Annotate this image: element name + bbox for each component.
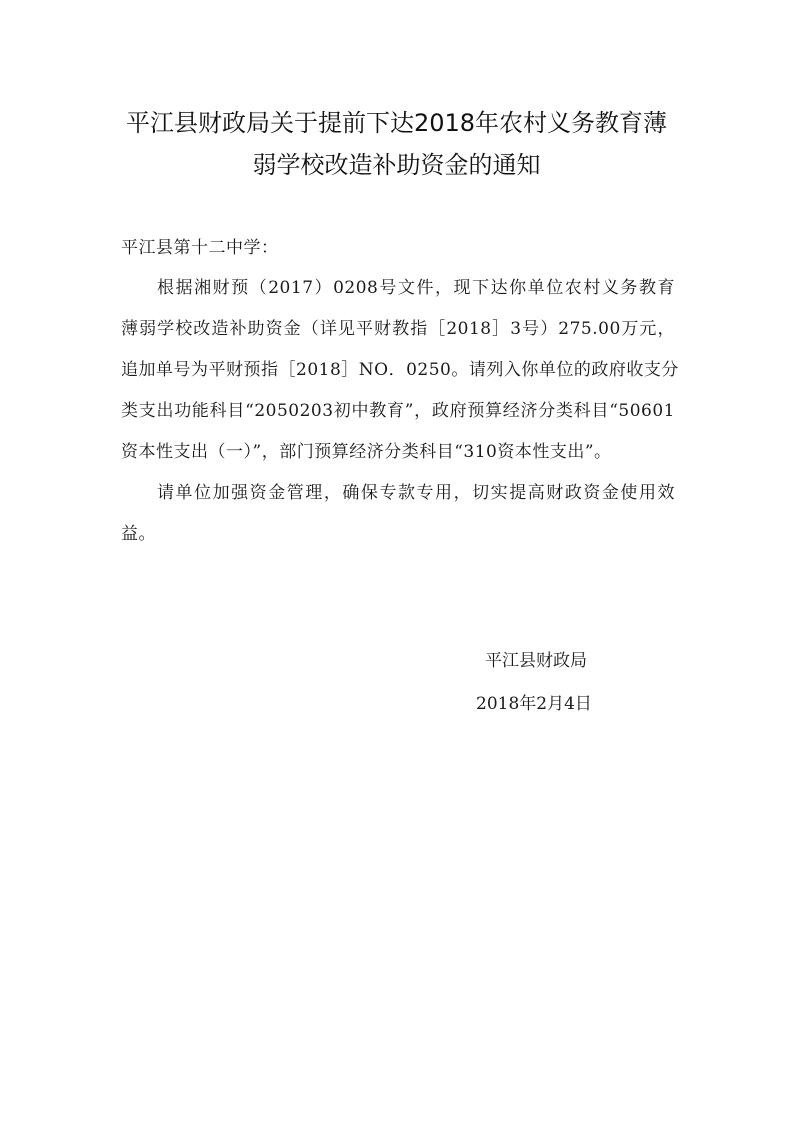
recipient-line: 平江县第十二中学： [121, 238, 279, 258]
paragraph-1-line-4: 类支出功能科目“2050203初中教育”，政府预算经济分类科目“50601 [121, 401, 675, 421]
paragraph-1-line-1: 根据湘财预（2017）0208号文件，现下达你单位农村义务教育 [157, 278, 675, 298]
paragraph-1-line-2: 薄弱学校改造补助资金（详见平财教指［2018］3号）275.00万元， [121, 319, 675, 339]
signature-date: 2018年2月4日 [476, 694, 592, 714]
paragraph-1-line-3: 追加单号为平财预指［2018］NO．0250。请列入你单位的政府收支分 [121, 360, 679, 380]
signature-organization: 平江县财政局 [485, 651, 587, 671]
document-title-line-2: 弱学校改造补助资金的通知 [252, 151, 541, 179]
paragraph-2-line-2: 益。 [121, 524, 156, 544]
paragraph-2-line-1: 请单位加强资金管理，确保专款专用，切实提高财政资金使用效 [157, 483, 675, 503]
paragraph-1-line-5: 资本性支出（一）”，部门预算经济分类科目“310资本性支出”。 [121, 442, 612, 462]
document-title-line-1: 平江县财政局关于提前下达2018年农村义务教育薄 [125, 109, 668, 137]
